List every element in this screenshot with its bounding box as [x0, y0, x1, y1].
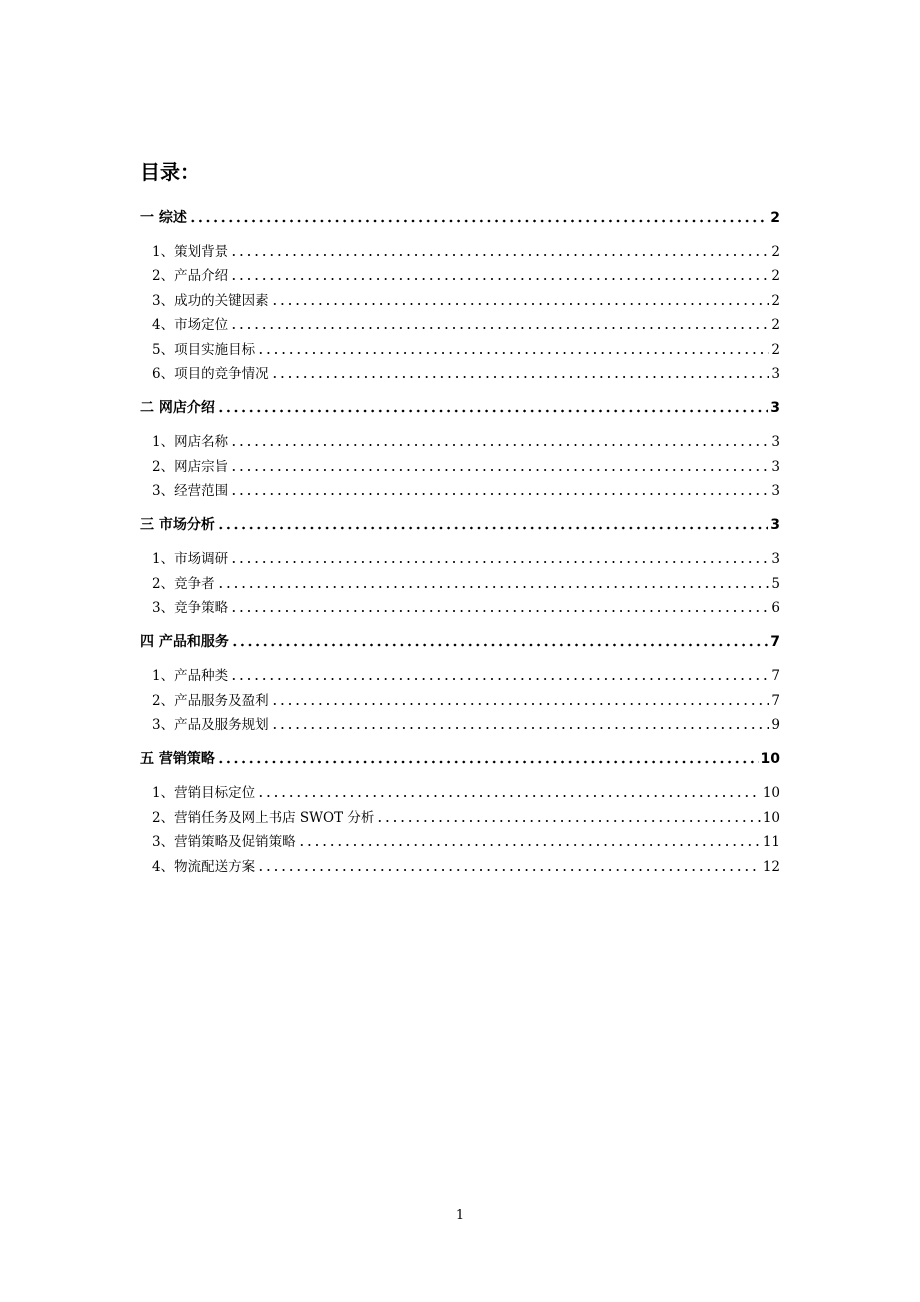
dot-leader — [230, 277, 769, 281]
toc-entry-label: 1、产品种类 — [152, 668, 229, 684]
dot-leader — [230, 560, 769, 564]
toc-entry-page: 2 — [771, 268, 780, 284]
toc-subentry[interactable] — [140, 545, 780, 570]
dot-leader — [230, 492, 769, 496]
dot-leader — [231, 643, 768, 647]
toc-entry-label: 一 综述 — [140, 209, 187, 226]
toc-entry-label: 2、网店宗旨 — [152, 458, 229, 475]
toc-subentry[interactable] — [140, 237, 780, 262]
toc-entry-label: 2、产品服务及盈利 — [152, 692, 269, 709]
toc-entry-page: 10 — [762, 785, 780, 801]
toc-subentry[interactable] — [140, 828, 780, 853]
dot-leader — [189, 219, 768, 223]
toc-entry-label: 1、营销目标定位 — [152, 785, 256, 801]
toc-entry-page: 7 — [770, 634, 780, 650]
toc-subentry[interactable] — [140, 686, 780, 711]
toc-entry-page: 10 — [760, 751, 780, 767]
toc-entry-label: 4、物流配送方案 — [152, 858, 256, 875]
toc-entry-page: 2 — [771, 292, 780, 309]
toc-entry-label: 三 市场分析 — [140, 517, 215, 533]
dot-leader — [217, 760, 759, 764]
toc-entry-page: 3 — [771, 434, 780, 450]
toc-section-heading[interactable] — [140, 394, 780, 419]
toc-subentry[interactable] — [140, 711, 780, 736]
toc-entry-label: 四 产品和服务 — [140, 634, 229, 650]
toc-entry-label: 3、竞争策略 — [152, 600, 229, 616]
toc-entry-page: 7 — [771, 668, 780, 684]
toc-entry-page: 3 — [771, 551, 780, 567]
toc-entry-page: 2 — [771, 341, 780, 358]
dot-leader — [257, 351, 769, 355]
toc-entry-page: 3 — [770, 517, 780, 533]
dot-leader — [217, 409, 768, 413]
toc-section — [140, 203, 780, 384]
toc-entry-page: 3 — [771, 458, 780, 475]
dot-leader — [376, 819, 760, 823]
toc-entry-label: 3、产品及服务规划 — [152, 717, 269, 733]
toc-subentry[interactable] — [140, 286, 780, 311]
dot-leader — [230, 443, 769, 447]
toc-subentry[interactable] — [140, 569, 780, 594]
toc-entry-page: 2 — [771, 317, 780, 333]
table-of-contents — [140, 203, 780, 886]
dot-leader — [271, 375, 770, 379]
toc-entry-page: 3 — [771, 483, 780, 499]
toc-section-heading[interactable] — [140, 511, 780, 536]
dot-leader — [230, 253, 769, 257]
toc-entry-label: 3、成功的关键因素 — [152, 292, 269, 309]
toc-entry-label: 3、营销策略及促销策略 — [152, 834, 296, 850]
toc-subentry[interactable] — [140, 335, 780, 360]
dot-leader — [257, 794, 761, 798]
dot-leader — [298, 843, 761, 847]
toc-entry-page: 2 — [770, 209, 780, 226]
toc-subentry[interactable] — [140, 428, 780, 453]
toc-entry-label: 2、营销任务及网上书店 SWOT 分析 — [152, 809, 375, 826]
toc-entry-label: 2、产品介绍 — [152, 268, 229, 284]
toc-entry-page: 12 — [762, 858, 780, 875]
toc-subentry[interactable] — [140, 360, 780, 385]
toc-entry-page: 11 — [762, 834, 780, 850]
toc-subentry[interactable] — [140, 262, 780, 287]
toc-entry-page: 10 — [762, 809, 780, 826]
toc-entry-label: 5、项目实施目标 — [152, 341, 256, 358]
toc-entry-page: 5 — [771, 575, 780, 592]
toc-entry-label: 4、市场定位 — [152, 317, 229, 333]
dot-leader — [271, 302, 770, 306]
toc-entry-page: 3 — [771, 366, 780, 382]
dot-leader — [217, 585, 770, 589]
toc-section — [140, 628, 780, 736]
toc-subentry[interactable] — [140, 594, 780, 619]
toc-section — [140, 745, 780, 877]
toc-entry-page: 7 — [771, 692, 780, 709]
toc-entry-page: 3 — [770, 400, 780, 416]
dot-leader — [271, 702, 770, 706]
toc-entry-label: 6、项目的竞争情况 — [152, 366, 269, 382]
toc-section — [140, 511, 780, 619]
toc-entry-page: 2 — [771, 243, 780, 260]
dot-leader — [257, 868, 761, 872]
toc-subentry[interactable] — [140, 311, 780, 336]
dot-leader — [230, 677, 769, 681]
toc-section — [140, 394, 780, 502]
toc-entry-label: 二 网店介绍 — [140, 400, 215, 416]
toc-subentry[interactable] — [140, 803, 780, 828]
page-number: 1 — [455, 1208, 465, 1223]
toc-entry-label: 3、经营范围 — [152, 483, 229, 499]
dot-leader — [230, 326, 769, 330]
toc-entry-label: 1、策划背景 — [152, 243, 229, 260]
dot-leader — [217, 526, 768, 530]
toc-section-heading[interactable] — [140, 203, 780, 228]
toc-entry-page: 9 — [771, 717, 780, 733]
toc-section-heading[interactable] — [140, 745, 780, 770]
toc-entry-label: 1、市场调研 — [152, 551, 229, 567]
toc-subentry[interactable] — [140, 662, 780, 687]
toc-entry-label: 1、网店名称 — [152, 434, 229, 450]
toc-subentry[interactable] — [140, 779, 780, 804]
toc-entry-label: 五 营销策略 — [140, 751, 215, 767]
dot-leader — [230, 468, 769, 472]
toc-subentry[interactable] — [140, 477, 780, 502]
toc-title: 目录： — [140, 160, 200, 184]
dot-leader — [230, 609, 769, 613]
toc-subentry[interactable] — [140, 452, 780, 477]
dot-leader — [271, 726, 770, 730]
toc-subentry[interactable] — [140, 852, 780, 877]
toc-entry-page: 6 — [771, 600, 780, 616]
toc-entry-label: 2、竞争者 — [152, 575, 215, 592]
toc-section-heading[interactable] — [140, 628, 780, 653]
